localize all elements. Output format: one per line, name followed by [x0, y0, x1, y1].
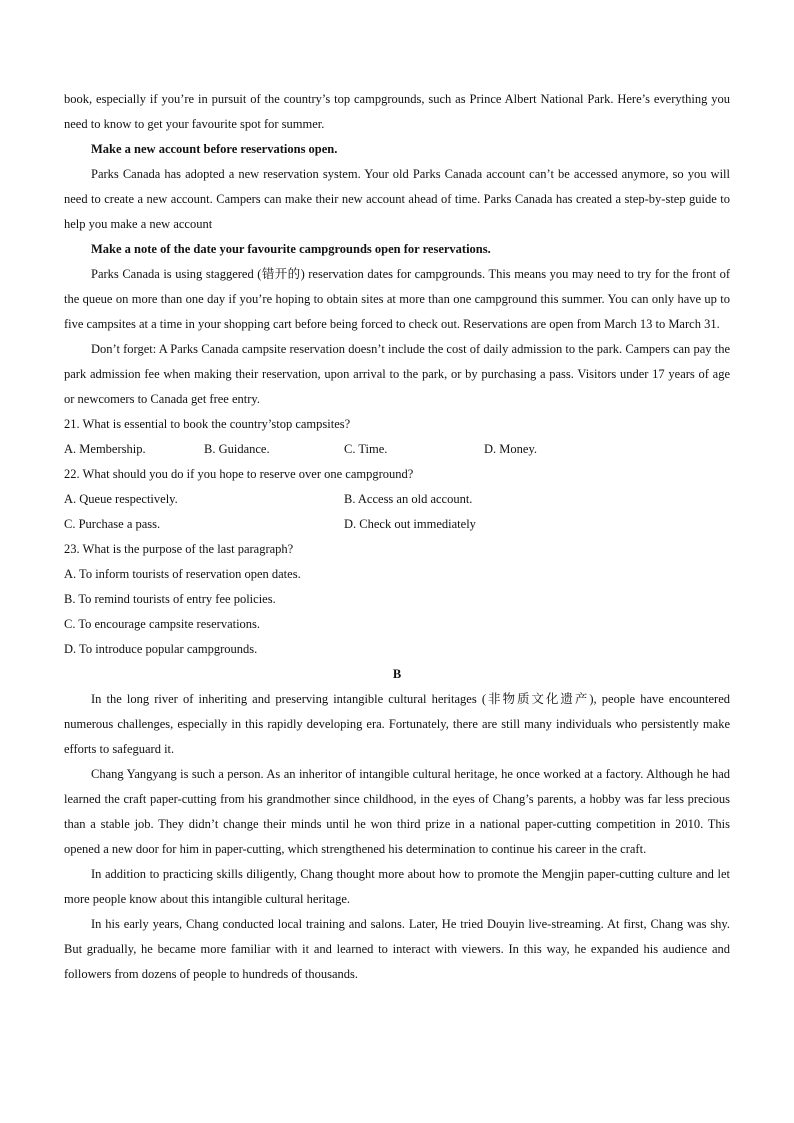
- section-b-paragraph-3: In addition to practicing skills diligently, Chang thought more about how to promote the Mengjin paper-cutting culture and let more people know about this intangible cultural heritage.: [64, 867, 730, 906]
- question-22-options-row-1: [64, 487, 730, 512]
- section-b-label: B: [392, 667, 402, 681]
- passage-a-paragraph-1: Parks Canada has adopted a new reservation system. Your old Parks Canada account can’t be accessed anymore, so you will need to create a new account. Campers can make their new account ahead of time. Parks Canada has created a step-by-step guide to help you make a new account: [64, 167, 730, 231]
- question-21-option-b: B. Guidance.: [204, 442, 270, 456]
- passage-a-paragraph-2: Parks Canada is using staggered (错开的) reservation dates for campgrounds. This means you may need to try for the front of the queue on more than one day if you’re hoping to obtain sites at more than one campground this summer. You can only have up to five campsites at a time in your shopping cart before being forced to check out. Reservations are open from March 13 to March 31.: [64, 267, 730, 331]
- question-22-option-c: C. Purchase a pass.: [64, 517, 161, 531]
- question-21-options: [64, 437, 730, 462]
- question-22-options-row-2: [64, 512, 730, 537]
- question-22-stem: 22. What should you do if you hope to reserve over one campground?: [64, 467, 414, 481]
- question-21-option-a: A. Membership.: [64, 442, 146, 456]
- question-23-option-c: C. To encourage campsite reservations.: [64, 617, 261, 631]
- passage-a-paragraph-3: Don’t forget: A Parks Canada campsite reservation doesn’t include the cost of daily admission to the park. Campers can pay the park admission fee when making their reservation, upon arrival to the park, or by purchasing a pass. Visitors under 17 years of age or newcomers to Canada get free entry.: [64, 342, 730, 406]
- question-22-option-b: B. Access an old account.: [344, 492, 473, 506]
- document-page: [64, 87, 730, 987]
- section-b-paragraph-4: In his early years, Chang conducted local training and salons. Later, He tried Douyin live-streaming. At first, Chang was shy. But gradually, he became more familiar with it and learned to interact with viewers. In this way, he expanded his audience and followers from dozens of people to hundreds of thousands.: [64, 917, 730, 981]
- question-21-stem: 21. What is essential to book the country’stop campsites?: [64, 417, 351, 431]
- question-22-option-d: D. Check out immediately: [344, 517, 476, 531]
- question-23-stem: 23. What is the purpose of the last paragraph?: [64, 542, 294, 556]
- question-21-option-c: C. Time.: [344, 442, 388, 456]
- passage-a-intro: book, especially if you’re in pursuit of the country’s top campgrounds, such as Prince Albert National Park. Here’s everything you need to know to get your favourite spot for summer.: [64, 92, 730, 131]
- question-22-option-a: A. Queue respectively.: [64, 492, 178, 506]
- question-21-option-d: D. Money.: [484, 442, 538, 456]
- question-23-option-a: A. To inform tourists of reservation open dates.: [64, 567, 301, 581]
- section-b-paragraph-1: In the long river of inheriting and preserving intangible cultural heritages (非物质文化遗产), people have encountered numerous challenges, especially in this rapidly developing era. Fortunately, there are still many individuals who persistently make efforts to safeguard it.: [64, 692, 730, 756]
- section-b-paragraph-2: Chang Yangyang is such a person. As an inheritor of intangible cultural heritage, he once worked at a factory. Although he had learned the craft paper-cutting from his grandmother since childhood, in the eyes of Chang’s parents, a hobby was far less precious than a stable job. They didn’t change their minds until he won third prize in a national paper-cutting competition in 2010. This opened a new door for him in paper-cutting, which strengthened his determination to continue his career in the craft.: [64, 767, 730, 856]
- question-23-option-d: D. To introduce popular campgrounds.: [64, 642, 258, 656]
- passage-a-heading-2: Make a note of the date your favourite campgrounds open for reservations.: [91, 242, 491, 256]
- question-23-option-b: B. To remind tourists of entry fee policies.: [64, 592, 276, 606]
- passage-a-heading-1: Make a new account before reservations open.: [91, 142, 338, 156]
